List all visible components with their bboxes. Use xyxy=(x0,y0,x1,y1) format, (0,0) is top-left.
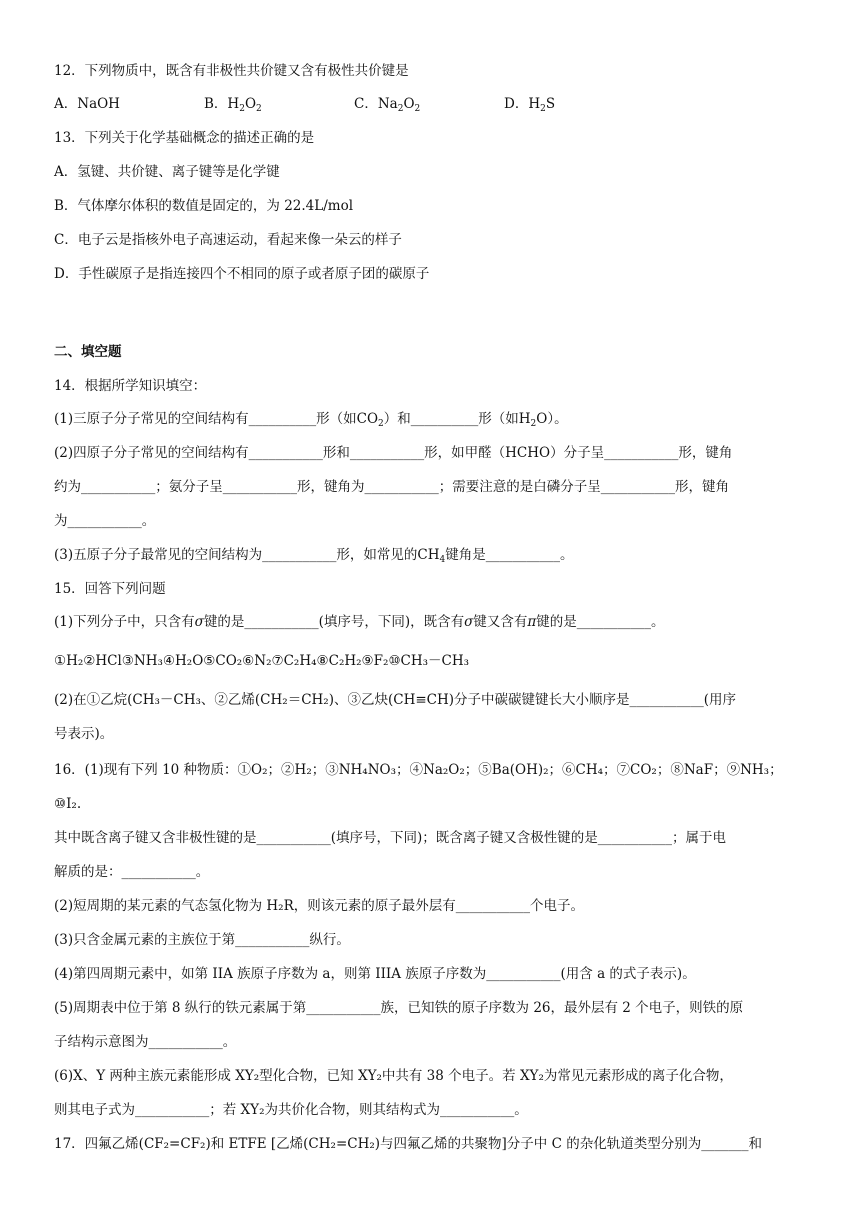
q15-part2-line1: (2)在①乙烷(CH₃－CH₃、②乙烯(CH₂＝CH₂)、③乙炔(CH≡CH)分子中碳碳键键长大小顺序是___________(用序 xyxy=(54,692,737,708)
q12-option-a: A．NaOH xyxy=(54,96,120,112)
q13-option-b: B．气体摩尔体积的数值是固定的，为 22.4L/mol xyxy=(54,198,354,214)
q16-part6-line1: (6)X、Y 两种主族元素能形成 XY₂型化合物，已知 XY₂中共有 38 个电子。若 XY₂为常见元素形成的离子化合物， xyxy=(54,1068,733,1084)
q16-part6-line2: 则其电子式为___________；若 XY₂为共价化合物，则其结构式为___________。 xyxy=(54,1102,528,1118)
q15-part2-line2: 号表示)。 xyxy=(54,726,114,742)
q16-part1-line2: ⑩I₂. xyxy=(54,796,82,812)
q16-part1-line3: 其中既含离子键又含非极性键的是___________(填序号，下同)；既含离子键又含极性键的是___________；属于电 xyxy=(54,830,727,846)
q16-part5-line1: (5)周期表中位于第 8 纵行的铁元素属于第___________族，已知铁的原子序数为 26，最外层有 2 个电子，则铁的原 xyxy=(54,1000,744,1016)
q12-option-b: B．$H_2O_2$ xyxy=(204,96,262,114)
q12-stem: 12．下列物质中，既含有非极性共价键又含有极性共价键是 xyxy=(54,63,409,79)
section-title: 二、填空题 xyxy=(54,344,122,360)
q13-option-c: C．电子云是指核外电子高速运动，看起来像一朵云的样子 xyxy=(54,232,402,248)
q14-part1: (1)三原子分子常见的空间结构有__________形（如$CO_2$）和__________形（如$H_2O$）。 xyxy=(54,411,568,429)
q16-part3: (3)只含金属元素的主族位于第___________纵行。 xyxy=(54,932,350,948)
q14-part2-line1: (2)四原子分子常见的空间结构有___________形和___________形，如甲醛（HCHO）分子呈___________形，键角 xyxy=(54,445,733,461)
q16-part4: (4)第四周期元素中，如第 IIA 族原子序数为 a，则第 IIIA 族原子序数为___________(用含 a 的式子表示)。 xyxy=(54,966,696,982)
q13-option-a: A．氢键、共价键、离子键等是化学键 xyxy=(54,164,280,180)
q13-stem: 13．下列关于化学基础概念的描述正确的是 xyxy=(54,130,315,146)
q16-part5-line2: 子结构示意图为___________。 xyxy=(54,1034,237,1050)
q15-molecule-list: ①H₂②HCl③NH₃④H₂O⑤CO₂⑥N₂⑦C₂H₄⑧C₂H₂⑨F₂⑩CH₃－CH₃ xyxy=(54,653,470,669)
q14-part2-line2: 约为___________；氨分子呈___________形，键角为___________；需要注意的是白磷分子呈___________形，键角 xyxy=(54,479,729,495)
q14-part2-line3: 为___________。 xyxy=(54,513,156,529)
q15-stem: 15．回答下列问题 xyxy=(54,581,166,597)
q12-option-d: D．$H_2S$ xyxy=(504,96,556,114)
q16-part2: (2)短周期的某元素的气态氢化物为 H₂R，则该元素的原子最外层有___________个电子。 xyxy=(54,898,585,914)
q17-line1: 17．四氟乙烯(CF₂=CF₂)和 ETFE [乙烯(CH₂=CH₂)与四氟乙烯的共聚物]分子中 C 的杂化轨道类型分别为_______和 xyxy=(54,1136,762,1152)
q12-option-c: C．$Na_2O_2$ xyxy=(354,96,421,114)
q13-option-d: D．手性碳原子是指连接四个不相同的原子或者原子团的碳原子 xyxy=(54,266,430,282)
q16-part1-line1: 16．(1)现有下列 10 种物质：①O₂；②H₂；③NH₄NO₃；④Na₂O₂；⑤Ba(OH)₂；⑥CH₄；⑦CO₂；⑧NaF；⑨NH₃； xyxy=(54,762,783,778)
q14-stem: 14．根据所学知识填空： xyxy=(54,378,207,394)
q16-part1-line4: 解质的是：___________。 xyxy=(54,864,210,880)
q15-part1: (1)下列分子中，只含有σ键的是___________(填序号，下同)，既含有σ键又含有π键的是___________。 xyxy=(54,614,665,630)
q14-part3: (3)五原子分子最常见的空间结构为___________形，如常见的$CH_4$键角是___________。 xyxy=(54,547,574,565)
